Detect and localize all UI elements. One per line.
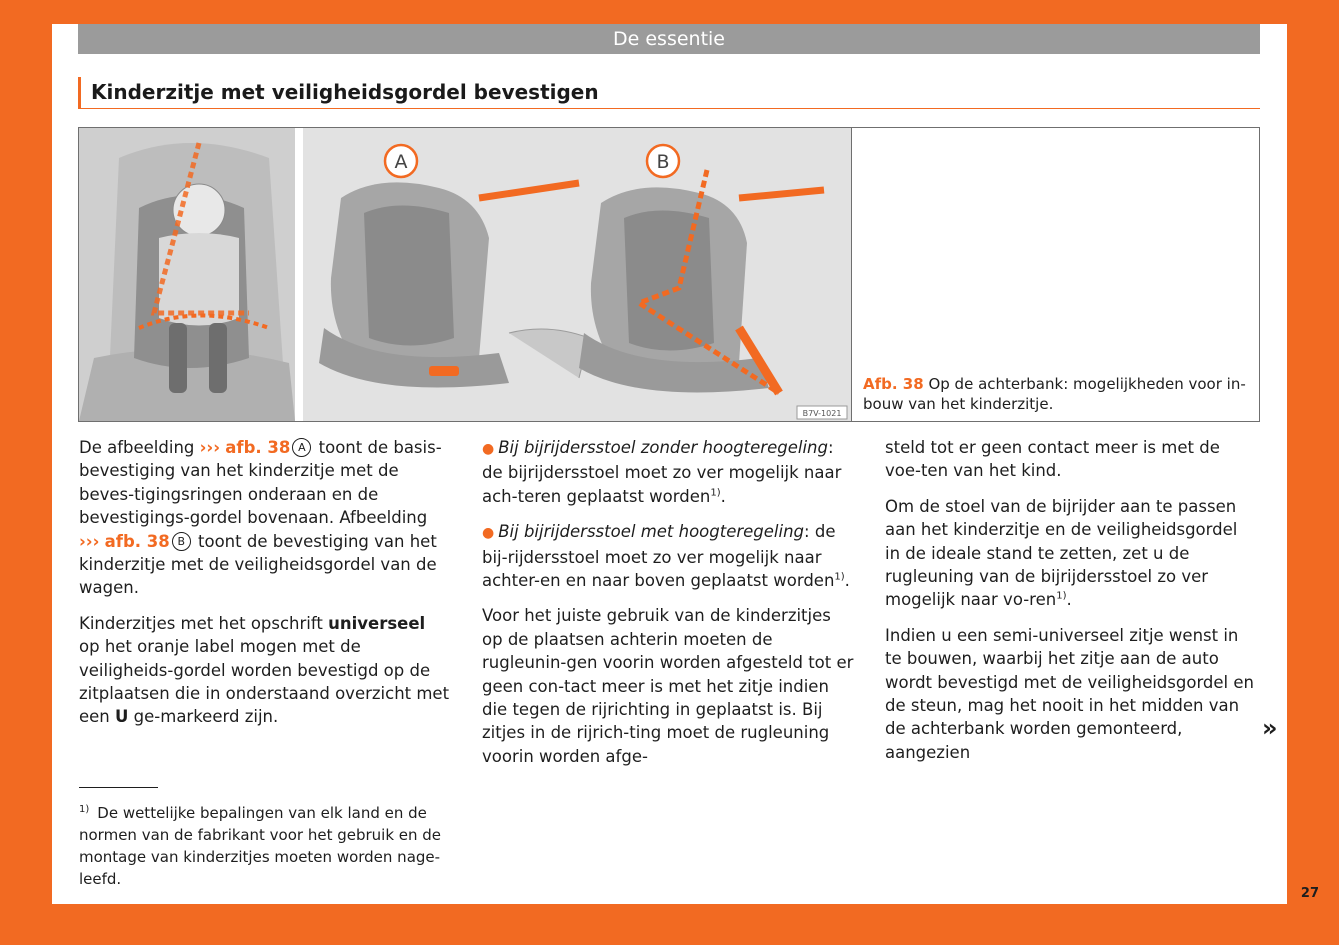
footnote-ref: 1) — [1056, 590, 1067, 602]
figure-code: B7V-1021 — [802, 409, 842, 418]
section-banner: De essentie — [78, 24, 1260, 54]
continue-icon: » — [1262, 714, 1278, 742]
paragraph — [79, 436, 451, 600]
text: De afbeelding — [79, 438, 195, 457]
text-column-3 — [885, 436, 1257, 776]
figure-ref-link-a[interactable]: afb. 38 — [225, 438, 291, 457]
figure-38 — [78, 127, 1260, 422]
figure-caption — [863, 374, 1253, 414]
bullet-icon: ● — [482, 525, 495, 542]
paragraph — [79, 612, 451, 729]
panel-divider — [295, 128, 303, 421]
footnote-mark: 1) — [79, 804, 90, 815]
figure-ref-arrows[interactable]: ››› — [199, 438, 221, 457]
circle-a-icon: A — [292, 438, 311, 457]
seat-a-lower-anchor — [429, 366, 459, 376]
caption-label: Afb. 38 — [863, 375, 924, 393]
text: Om de stoel van de bijrijder aan te passen aan het kinderzitje en de veiligheidsgordel in de ideale stand te zetten, zet u de rugleuning van de bijrijdersstoel zo ver mogelijk naar vo-ren — [885, 496, 1238, 610]
seat-a-insert — [364, 206, 454, 346]
figure-ref-arrows[interactable]: ››› — [79, 531, 100, 551]
footnote-divider — [79, 787, 158, 788]
page-number: 27 — [1300, 886, 1319, 901]
footnote-text: De wettelijke bepalingen van elk land en de normen van de fabrikant voor het gebruik en de montage van kinderzitjes moeten worden nage-leefd. — [79, 804, 442, 888]
caption-text-2: bouw van het kinderzitje. — [863, 395, 1054, 413]
bold-text: U — [115, 707, 129, 727]
paragraph: Om de stoel van de bijrijder aan te passen aan het kinderzitje en de veiligheidsgordel in de ideale stand te zetten, zet u de rugleuning van de bijrijdersstoel zo ver mogelijk naar vo-ren$^{1)}$. — [885, 496, 1238, 610]
section-heading — [78, 77, 1260, 109]
text-column-2 — [482, 436, 854, 780]
child-leg-left — [169, 323, 187, 393]
footnote — [79, 802, 451, 890]
bullet-item: ● Bij bijrijdersstoel zonder hoogteregeling: de bijrijdersstoel moet zo ver mogelijk naar ach-teren geplaatst worden$^{1)}$. — [482, 438, 842, 506]
italic-text: Bij bijrijdersstoel zonder hoogteregeling — [498, 438, 828, 457]
manual-page — [52, 24, 1287, 904]
footnote-ref: 1) — [834, 571, 845, 583]
text: Voor het juiste gebruik van de kinderzitjes op de plaatsen achterin moeten de rugleunin-gen voorin worden afgesteld tot er geen con-tact meer is met het zitje indien die tegen de rijrichting in geplaatst is. Bij zitjes in de rijrich-ting moet de rugleuning voorin worden afge- — [482, 606, 854, 766]
footnote-ref: 1) — [710, 487, 721, 499]
text: Kinderzitjes met het opschrift — [79, 613, 323, 633]
text: Indien u een semi-universeel zitje wenst in te bouwen, waarbij het zitje aan de auto wordt bevestigd met de veiligheidsgordel en de steun, mag het nooit in het midden van de achterbank worden gemonteerd, aangezien — [885, 625, 1254, 762]
paragraph — [482, 604, 854, 768]
marker-a: A — [394, 151, 408, 173]
page-title: Kinderzitje met veiligheidsgordel bevestigen — [91, 80, 599, 104]
paragraph — [885, 436, 1257, 483]
child-seat-illustration — [79, 128, 851, 421]
text: toont de bevestiging van het kinderzitje met de veiligheidsgordel van de wagen. — [79, 531, 437, 598]
figure-illustration — [79, 128, 852, 421]
child-leg-right — [209, 323, 227, 393]
paragraph — [885, 624, 1257, 764]
figure-ref-link-b[interactable]: afb. 38 — [104, 531, 170, 551]
text: steld tot er geen contact meer is met de voe-ten van het kind. — [885, 438, 1220, 481]
text: op het oranje label mogen met de veiligheids-gordel worden bevestigd op de zitplaatsen die in onderstaand overzicht met een — [79, 637, 450, 727]
seat-b-insert — [624, 211, 714, 351]
bold-text: universeel — [328, 613, 426, 633]
bullet-icon: ● — [482, 441, 495, 457]
text: toont de basis-bevestiging van het kinderzitje met de beves-tigingsringen onderaan en de bevestigings-gordel bovenaan. Afbeelding — [79, 438, 442, 528]
text: : de bij-rijdersstoel moet zo ver mogelijk naar achter-en en naar boven geplaatst worden — [482, 522, 836, 591]
text: : de bijrijdersstoel moet zo ver mogelijk naar ach-teren geplaatst worden — [482, 438, 842, 506]
italic-text: Bij bijrijdersstoel met hoogteregeling — [498, 522, 805, 542]
marker-b: B — [656, 151, 670, 173]
text: ge-markeerd zijn. — [133, 707, 279, 727]
child-head — [173, 184, 225, 236]
bullet-item: ● Bij bijrijdersstoel met hoogteregeling: de bij-rijdersstoel moet zo ver mogelijk naar achter-en en naar boven geplaatst worden$^{1)}$. — [482, 522, 850, 591]
circle-b-icon: B — [172, 532, 191, 551]
caption-text-1: Op de achterbank: mogelijkheden voor in- — [928, 375, 1246, 393]
text-column-1 — [79, 436, 451, 741]
